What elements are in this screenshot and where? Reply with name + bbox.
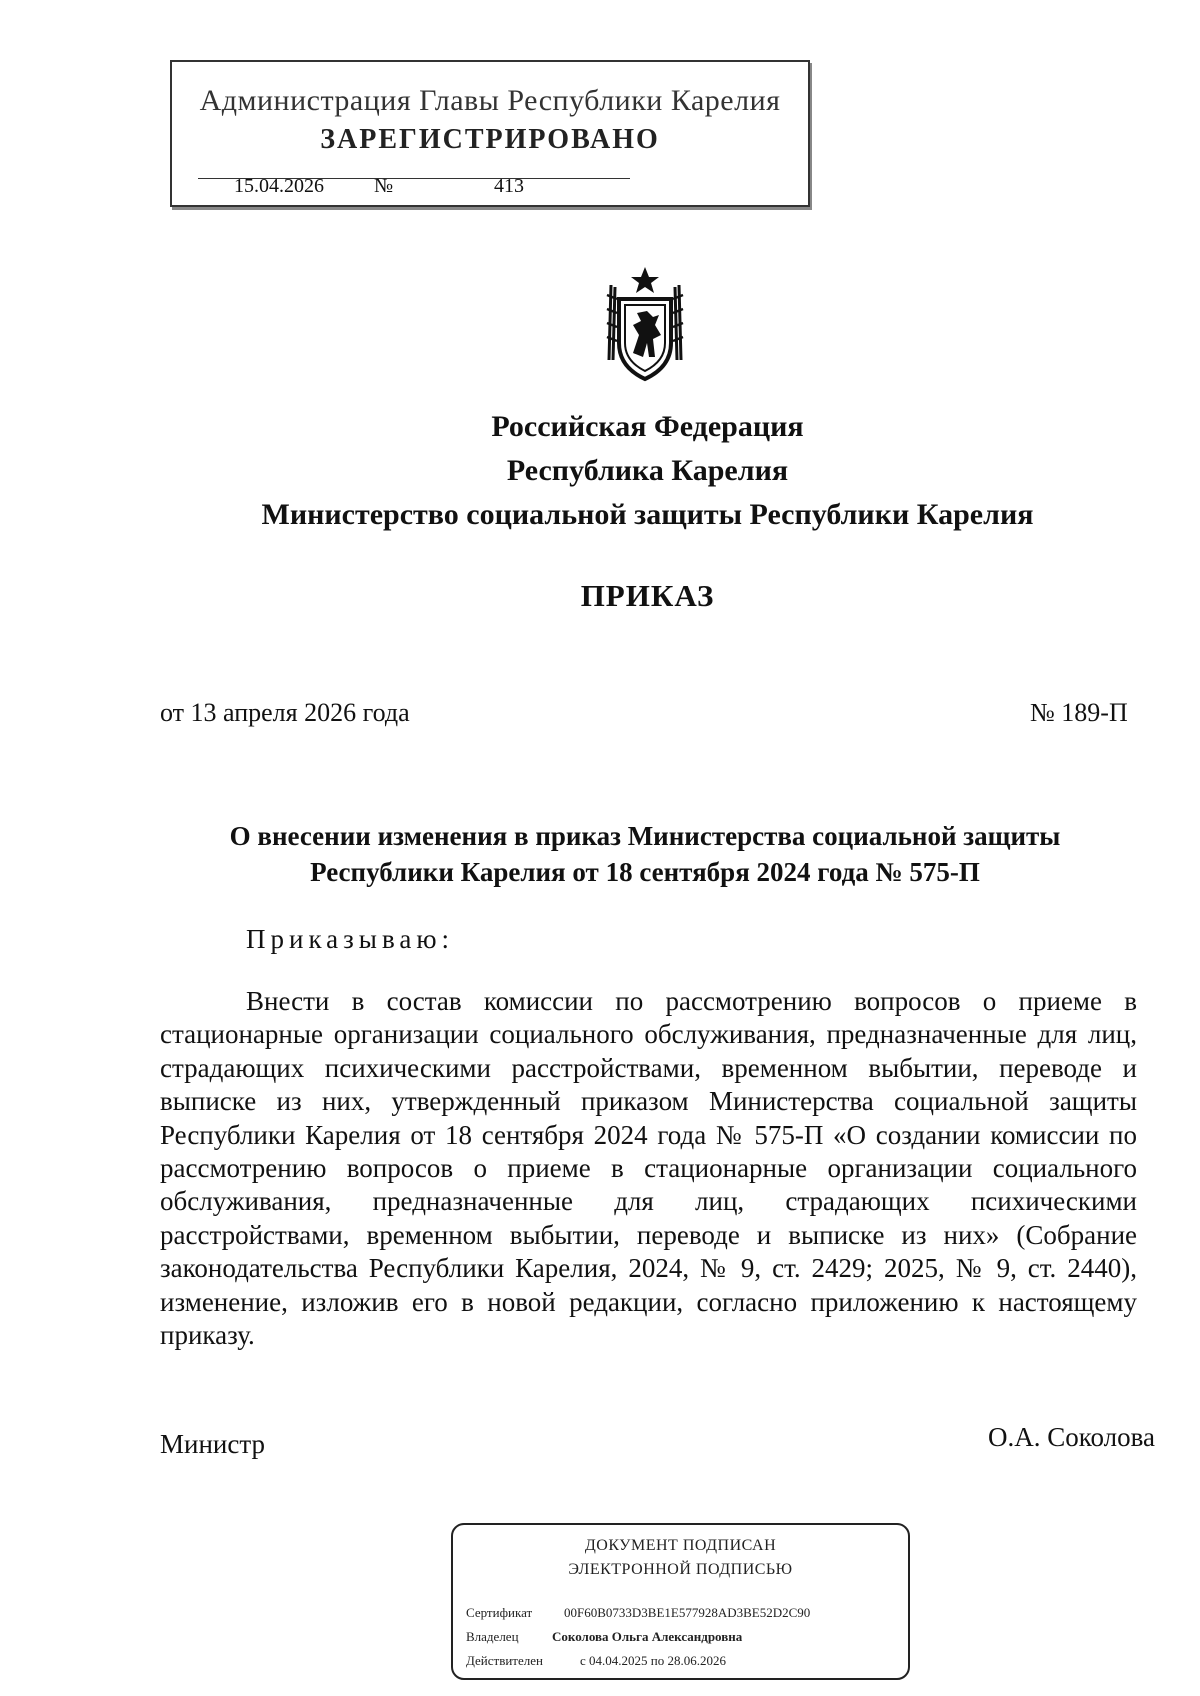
body-paragraph: Внести в состав комиссии по рассмотрению вопросов о приеме в стационарные организации социального обслуживания, предназначенные для лиц, страдающих психическими расстройствами, временном выбытии, переводе и выписке из них, утвержденный приказом Министерства социальной защиты Республики Карелия от 18 сентября 2024 года № 575-П «О создании комиссии по рассмотрению вопросов о приеме в стационарные организации социального обслуживания, предназначенные для лиц, страдающих психическими расстройствами, временном выбытии, переводе и выписке из них» (Собрание законодательства Республики Карелия, 2024, № 9, ст. 2429; 2025, № 9, ст. 2440), изменение, изложив его в новой редакции, согласно приложению к настоящему приказу. (160, 986, 1137, 1351)
header-ministry: Министерство социальной защиты Республики Карелия (261, 498, 1034, 531)
electronic-signature-box (451, 1523, 910, 1680)
stamp-number: 413 (494, 175, 524, 197)
stamp-registered: ЗАРЕГИСТРИРОВАНО (320, 124, 660, 155)
header-republic: Республика Карелия (506, 454, 789, 487)
registration-stamp (170, 60, 810, 207)
esig-title-1: ДОКУМЕНТ ПОДПИСАН (584, 1537, 777, 1554)
stamp-admin-title: Администрация Главы Республики Карелия (199, 84, 781, 117)
esig-valid-label: Действителен (466, 1653, 543, 1668)
karelia-coat-of-arms-icon (597, 265, 693, 385)
esig-cert-row (466, 1605, 810, 1621)
stamp-date: 15.04.2026 (234, 175, 324, 197)
stamp-number-label: № (374, 175, 394, 197)
esig-title-2: ЭЛЕКТРОННОЙ ПОДПИСЬЮ (568, 1561, 793, 1578)
header-country: Российская Федерация (491, 410, 804, 443)
order-word: Приказываю: (246, 924, 454, 954)
document-type: ПРИКАЗ (580, 578, 715, 613)
esig-owner-value: Соколова Ольга Александровна (552, 1629, 743, 1644)
esig-valid-row (466, 1653, 726, 1669)
esig-owner-row (466, 1629, 742, 1645)
esig-cert-value: 00F60B0733D3BE1E577928AD3BE52D2C90 (564, 1605, 811, 1620)
esig-owner-label: Владелец (466, 1629, 519, 1644)
esig-valid-value: с 04.04.2025 по 28.06.2026 (580, 1653, 726, 1668)
signature-position: Министр (160, 1429, 265, 1459)
order-date: от 13 апреля 2026 года (160, 698, 410, 727)
subject-line-2: Республики Карелия от 18 сентября 2024 года № 575-П (310, 857, 980, 887)
order-number: № 189-П (1030, 698, 1128, 727)
subject-line-1: О внесении изменения в приказ Министерства социальной защиты (229, 821, 1061, 851)
signature-name: О.А. Соколова (988, 1422, 1155, 1452)
esig-cert-label: Сертификат (466, 1605, 533, 1620)
